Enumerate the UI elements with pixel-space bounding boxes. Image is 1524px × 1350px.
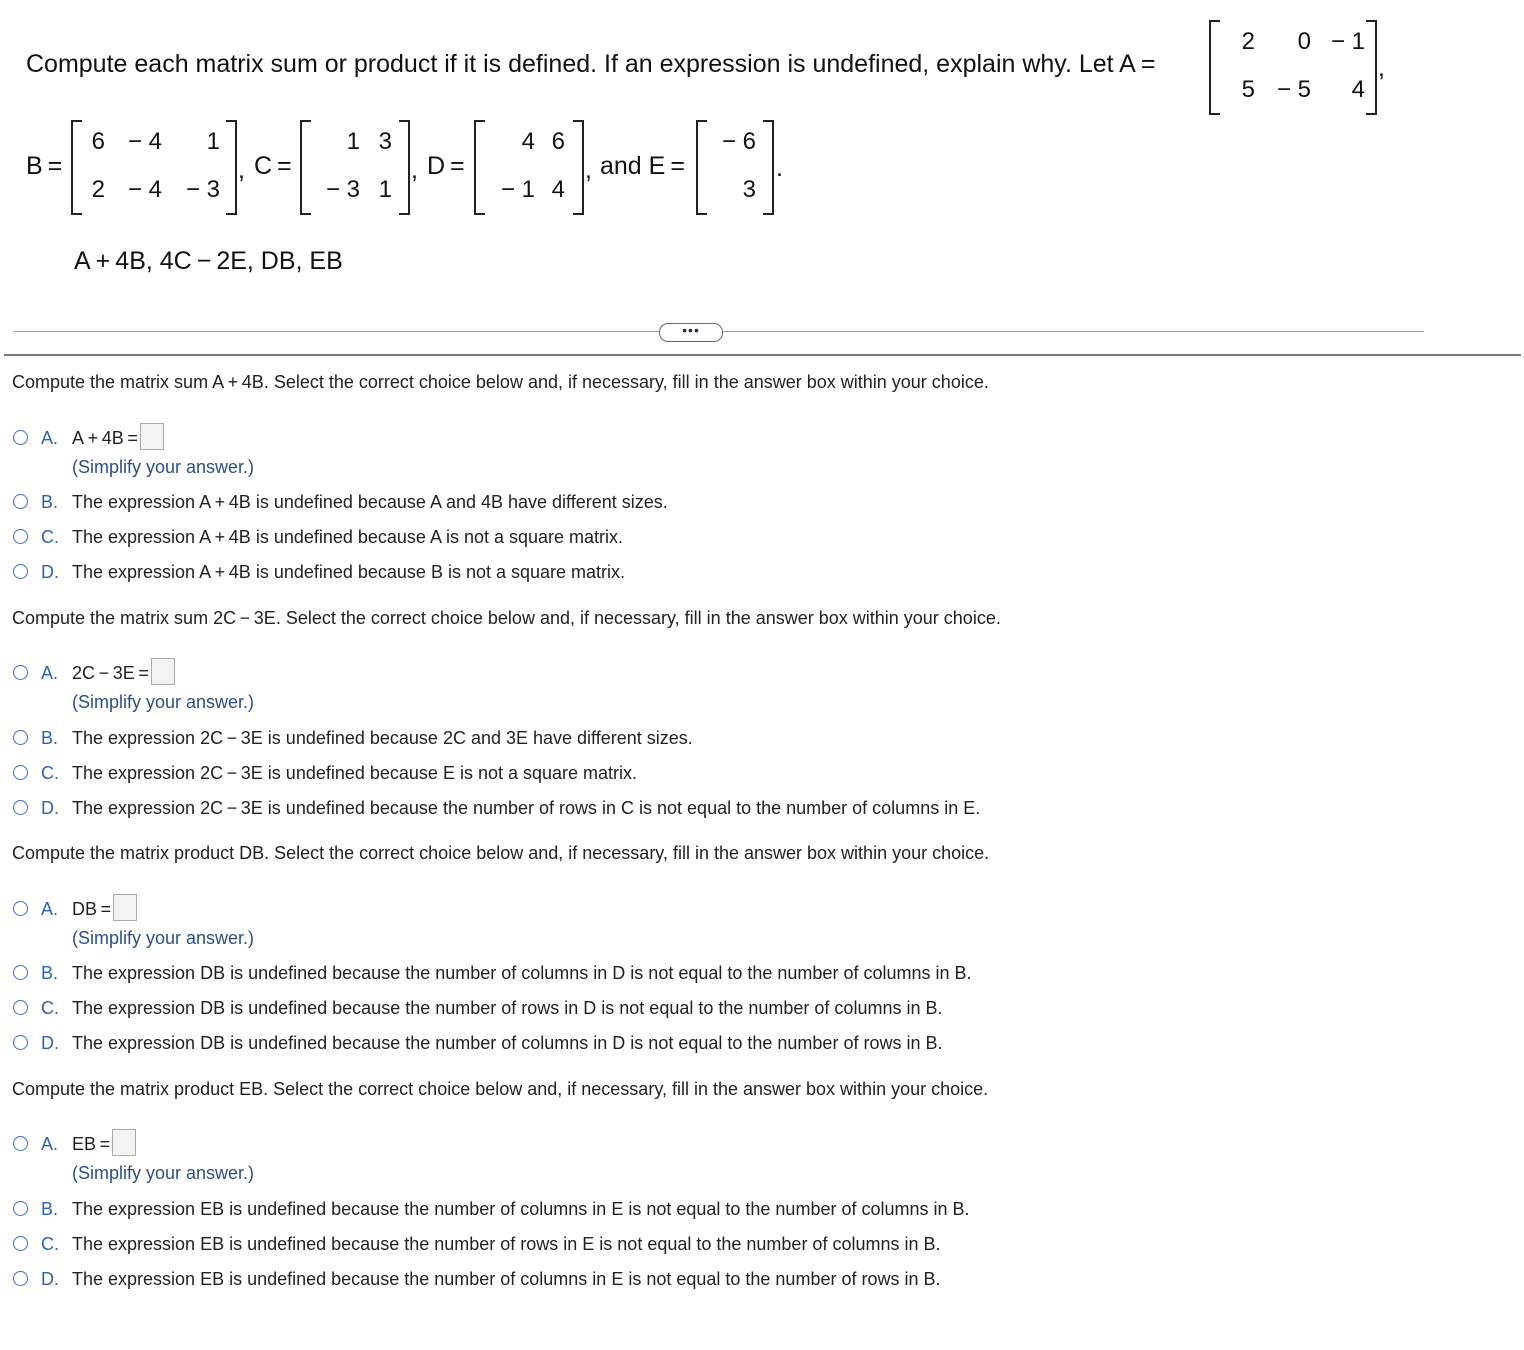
simplify-hint: (Simplify your answer.) [72,1163,255,1183]
radio-button[interactable] [13,430,28,445]
radio-button[interactable] [13,765,28,780]
radio-button[interactable] [13,529,28,544]
radio-button[interactable] [13,665,28,680]
label-d: D = [427,152,465,180]
answer-input[interactable] [113,894,137,921]
question-prompt: Compute the matrix sum A + 4B. Select the correct choice below and, if necessary, fill in the answer box within your choice. [12,372,989,392]
label-b: B = [26,152,63,180]
option-letter: B. [41,963,59,983]
option-c[interactable] [13,1234,941,1258]
option-text: The expression EB is undefined because the number of columns in E is not equal to the number of columns in B. [72,1199,970,1219]
radio-button[interactable] [13,1136,28,1151]
option-b[interactable] [13,1199,970,1223]
matrix-b-cell: − 4 [127,128,162,155]
radio-button[interactable] [13,1000,28,1015]
question-prompt: Compute the matrix sum 2C − 3E. Select the correct choice below and, if necessary, fill in the answer box within your choice. [12,608,1001,628]
option-text: The expression A + 4B is undefined because A and 4B have different sizes. [72,492,668,512]
matrix-e [696,120,774,215]
radio-button[interactable] [13,730,28,745]
matrix-d-cell: 4 [551,176,565,203]
matrix-a-cell: 0 [1297,28,1311,55]
matrix-b [71,120,237,215]
option-b[interactable] [13,963,972,987]
option-letter: A. [41,663,59,683]
matrix-d-cell: 6 [551,128,565,155]
matrix-a-cell: 5 [1241,76,1255,103]
option-a[interactable] [13,899,112,923]
answer-label: 2C − 3E = [72,663,149,683]
option-d[interactable] [13,798,981,822]
simplify-hint: (Simplify your answer.) [72,457,255,477]
option-letter: C. [41,763,59,783]
matrix-b-cell: − 4 [127,176,162,203]
matrix-a [1209,20,1377,115]
radio-button[interactable] [13,564,28,579]
option-letter: B. [41,1199,59,1219]
period: . [776,154,783,182]
option-letter: C. [41,1234,59,1254]
comma: , [238,156,245,184]
expressions-list: A + 4B, 4C − 2E, DB, EB [74,247,343,275]
option-letter: B. [41,492,59,512]
matrix-c-cell: 3 [378,128,392,155]
option-letter: C. [41,527,59,547]
answer-label: EB = [72,1134,111,1154]
label-e: and E = [600,152,685,180]
radio-button[interactable] [13,494,28,509]
option-text: The expression EB is undefined because the number of rows in E is not equal to the number of columns in B. [72,1234,941,1254]
option-letter: B. [41,728,59,748]
matrix-e-cell: − 6 [721,128,756,155]
matrix-b-cell: 2 [91,176,105,203]
matrix-b-cell: 1 [206,128,220,155]
matrix-a-cell: 2 [1241,28,1255,55]
question-prompt: Compute the matrix product EB. Select the correct choice below and, if necessary, fill in the answer box within your choice. [12,1079,989,1099]
option-letter: D. [41,1269,59,1289]
divider [4,354,1521,356]
option-text: The expression DB is undefined because the number of columns in D is not equal to the number of columns in B. [72,963,972,983]
option-text: The expression A + 4B is undefined because B is not a square matrix. [72,562,626,582]
option-c[interactable] [13,763,638,787]
matrix-c-cell: 1 [346,128,360,155]
option-a[interactable] [13,663,149,687]
radio-button[interactable] [13,1271,28,1286]
matrix-a-cell: − 1 [1330,28,1365,55]
option-letter: D. [41,562,59,582]
option-letter: A. [41,428,59,448]
problem-intro: Compute each matrix sum or product if it is defined. If an expression is undefined, explain why. Let A = [26,50,1156,78]
matrix-a-cell: − 5 [1276,76,1311,103]
radio-button[interactable] [13,965,28,980]
radio-button[interactable] [13,901,28,916]
option-d[interactable] [13,1033,943,1057]
matrix-c [300,120,410,215]
question-prompt: Compute the matrix product DB. Select the correct choice below and, if necessary, fill in the answer box within your choice. [12,843,990,863]
option-text: The expression EB is undefined because the number of columns in E is not equal to the number of rows in B. [72,1269,941,1289]
option-letter: D. [41,798,59,818]
matrix-d-cell: − 1 [500,176,535,203]
option-c[interactable] [13,527,624,551]
option-text: The expression A + 4B is undefined because A is not a square matrix. [72,527,624,547]
option-text [72,899,137,921]
comma: , [1378,54,1385,82]
option-letter: C. [41,998,59,1018]
matrix-d [474,120,584,215]
radio-button[interactable] [13,800,28,815]
answer-label: DB = [72,899,112,919]
option-text [72,428,164,450]
matrix-c-cell: 1 [378,176,392,203]
label-c: C = [254,152,292,180]
answer-input[interactable] [112,1129,136,1156]
option-a[interactable] [13,1134,111,1158]
option-text: The expression 2C − 3E is undefined because the number of rows in C is not equal to the number of columns in E. [72,798,981,818]
simplify-hint: (Simplify your answer.) [72,692,255,712]
option-b[interactable] [13,728,693,752]
answer-input[interactable] [151,658,175,685]
matrix-c-cell: − 3 [325,176,360,203]
option-letter: A. [41,1134,59,1154]
option-letter: D. [41,1033,59,1053]
option-d[interactable] [13,1269,941,1293]
matrix-a-cell: 4 [1351,76,1365,103]
answer-label: A + 4B = [72,428,138,448]
radio-button[interactable] [13,1201,28,1216]
matrix-d-cell: 4 [521,128,535,155]
matrix-b-cell: − 3 [185,176,220,203]
answer-input[interactable] [140,423,164,450]
option-a[interactable] [13,428,138,452]
option-text [72,663,175,685]
option-text: The expression DB is undefined because the number of columns in D is not equal to the number of rows in B. [72,1033,943,1053]
option-text: The expression DB is undefined because the number of rows in D is not equal to the number of columns in B. [72,998,943,1018]
option-text [72,1134,136,1156]
matrix-e-cell: 3 [742,176,756,203]
option-text: The expression 2C − 3E is undefined because E is not a square matrix. [72,763,638,783]
option-d[interactable] [13,562,626,586]
option-c[interactable] [13,998,943,1022]
comma: , [411,156,418,184]
radio-button[interactable] [13,1236,28,1251]
option-letter: A. [41,899,59,919]
option-b[interactable] [13,492,668,516]
expand-more-button[interactable]: ••• [659,323,723,342]
option-text: The expression 2C − 3E is undefined because 2C and 3E have different sizes. [72,728,693,748]
comma: , [585,156,592,184]
radio-button[interactable] [13,1035,28,1050]
simplify-hint: (Simplify your answer.) [72,928,255,948]
matrix-b-cell: 6 [91,128,105,155]
